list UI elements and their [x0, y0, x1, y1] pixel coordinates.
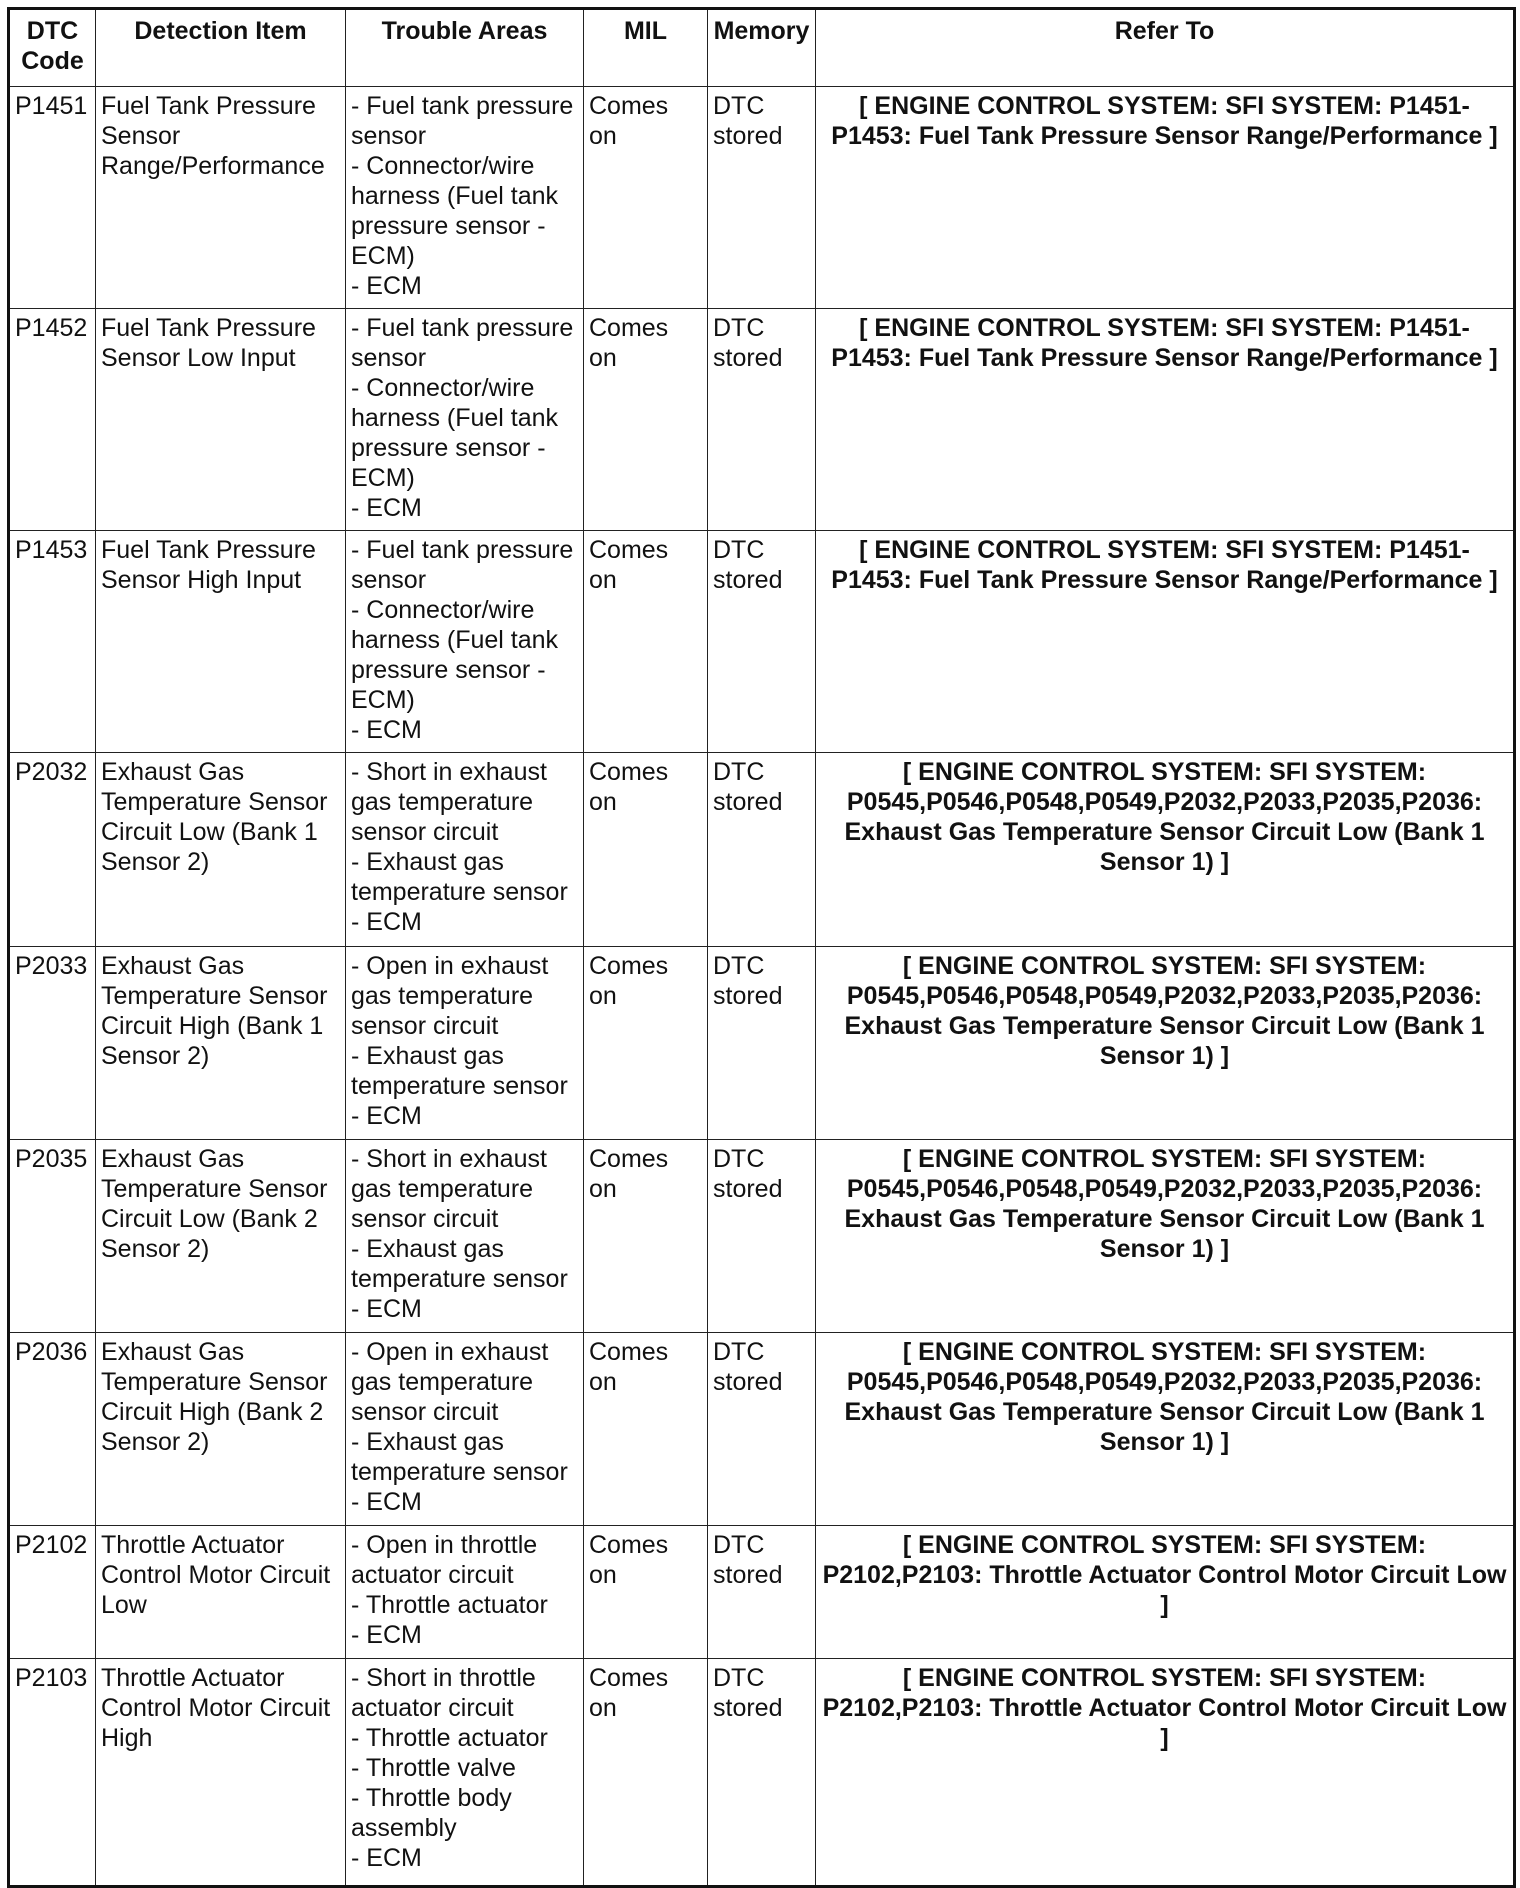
trouble-area-item: - Exhaust gas temperature sensor	[351, 848, 568, 906]
refer-to-cell: [ ENGINE CONTROL SYSTEM: SFI SYSTEM: P0545,P0546,P0548,P0549,P2032,P2033,P2035,P2036: Exhaust Gas Temperature Sensor Circuit Low (Bank 1 Sensor 1) ]	[816, 1140, 1515, 1333]
trouble-area-item: - Open in throttle actuator circuit	[351, 1531, 538, 1589]
memory-cell: DTC stored	[708, 87, 816, 309]
trouble-area-item: - Short in throttle actuator circuit	[351, 1664, 536, 1722]
memory-cell: DTC stored	[708, 1140, 816, 1333]
header-mil: MIL	[584, 9, 708, 87]
trouble-area-item: - ECM	[351, 1295, 422, 1323]
table-row	[9, 1333, 1515, 1526]
table-row	[9, 531, 1515, 753]
detection-item-cell: Exhaust Gas Temperature Sensor Circuit Low (Bank 2 Sensor 2)	[96, 1140, 346, 1333]
refer-to-cell: [ ENGINE CONTROL SYSTEM: SFI SYSTEM: P1451-P1453: Fuel Tank Pressure Sensor Range/Performance ]	[816, 309, 1515, 531]
table-body	[9, 87, 1515, 1887]
trouble-area-item: - ECM	[351, 908, 422, 936]
header-detection-item: Detection Item	[96, 9, 346, 87]
trouble-area-item: - Connector/wire harness (Fuel tank pressure sensor - ECM)	[351, 596, 559, 714]
header-memory: Memory	[708, 9, 816, 87]
trouble-areas-cell	[346, 1526, 584, 1659]
detection-item-cell: Throttle Actuator Control Motor Circuit Low	[96, 1526, 346, 1659]
trouble-area-item: - Exhaust gas temperature sensor	[351, 1428, 568, 1486]
dtc-code-cell: P2103	[9, 1659, 96, 1887]
trouble-area-item: - Exhaust gas temperature sensor	[351, 1235, 568, 1293]
header-dtc-code-line1: DTC	[26, 17, 79, 45]
header-dtc-code	[9, 9, 96, 87]
mil-cell: Comes on	[584, 87, 708, 309]
trouble-area-item: - Open in exhaust gas temperature sensor circuit	[351, 1338, 549, 1426]
dtc-code-cell: P2036	[9, 1333, 96, 1526]
table-row	[9, 1659, 1515, 1887]
trouble-areas-cell	[346, 87, 584, 309]
detection-item-cell: Fuel Tank Pressure Sensor Low Input	[96, 309, 346, 531]
detection-item-cell: Exhaust Gas Temperature Sensor Circuit High (Bank 2 Sensor 2)	[96, 1333, 346, 1526]
memory-cell: DTC stored	[708, 1526, 816, 1659]
mil-cell: Comes on	[584, 1140, 708, 1333]
table-header	[9, 9, 1515, 87]
trouble-area-item: - ECM	[351, 716, 422, 744]
trouble-area-item: - Connector/wire harness (Fuel tank pressure sensor - ECM)	[351, 152, 559, 270]
dtc-code-cell: P1451	[9, 87, 96, 309]
memory-cell: DTC stored	[708, 753, 816, 947]
trouble-area-item: - ECM	[351, 1621, 422, 1649]
memory-cell: DTC stored	[708, 947, 816, 1140]
header-dtc-code-line2: Code	[21, 47, 84, 75]
detection-item-cell: Throttle Actuator Control Motor Circuit High	[96, 1659, 346, 1887]
dtc-code-cell: P2032	[9, 753, 96, 947]
refer-to-cell: [ ENGINE CONTROL SYSTEM: SFI SYSTEM: P1451-P1453: Fuel Tank Pressure Sensor Range/Performance ]	[816, 87, 1515, 309]
mil-cell: Comes on	[584, 531, 708, 753]
trouble-area-item: - Fuel tank pressure sensor	[351, 92, 574, 150]
mil-cell: Comes on	[584, 309, 708, 531]
table-row	[9, 1526, 1515, 1659]
trouble-areas-cell	[346, 531, 584, 753]
mil-cell: Comes on	[584, 753, 708, 947]
trouble-area-item: - ECM	[351, 1488, 422, 1516]
table-row	[9, 1140, 1515, 1333]
mil-cell: Comes on	[584, 1659, 708, 1887]
trouble-area-item: - Connector/wire harness (Fuel tank pressure sensor - ECM)	[351, 374, 559, 492]
trouble-area-item: - Throttle body assembly	[351, 1784, 512, 1842]
refer-to-cell: [ ENGINE CONTROL SYSTEM: SFI SYSTEM: P0545,P0546,P0548,P0549,P2032,P2033,P2035,P2036: Exhaust Gas Temperature Sensor Circuit Low (Bank 1 Sensor 1) ]	[816, 1333, 1515, 1526]
detection-item-cell: Exhaust Gas Temperature Sensor Circuit High (Bank 1 Sensor 2)	[96, 947, 346, 1140]
memory-cell: DTC stored	[708, 1659, 816, 1887]
trouble-area-item: - Throttle actuator	[351, 1591, 548, 1619]
trouble-area-item: - ECM	[351, 272, 422, 300]
dtc-table	[7, 7, 1516, 1888]
dtc-code-cell: P1452	[9, 309, 96, 531]
trouble-areas-cell	[346, 753, 584, 947]
mil-cell: Comes on	[584, 947, 708, 1140]
memory-cell: DTC stored	[708, 309, 816, 531]
trouble-area-item: - Short in exhaust gas temperature sensor circuit	[351, 1145, 547, 1233]
mil-cell: Comes on	[584, 1526, 708, 1659]
table-row	[9, 947, 1515, 1140]
detection-item-cell: Exhaust Gas Temperature Sensor Circuit Low (Bank 1 Sensor 2)	[96, 753, 346, 947]
trouble-area-item: - Throttle valve	[351, 1754, 516, 1782]
memory-cell: DTC stored	[708, 1333, 816, 1526]
trouble-area-item: - ECM	[351, 1844, 422, 1872]
trouble-area-item: - ECM	[351, 1102, 422, 1130]
dtc-code-cell: P2033	[9, 947, 96, 1140]
table-row	[9, 753, 1515, 947]
trouble-area-item: - Short in exhaust gas temperature sensor circuit	[351, 758, 547, 846]
refer-to-cell: [ ENGINE CONTROL SYSTEM: SFI SYSTEM: P2102,P2103: Throttle Actuator Control Motor Circuit Low ]	[816, 1526, 1515, 1659]
trouble-area-item: - Open in exhaust gas temperature sensor circuit	[351, 952, 549, 1040]
header-refer-to: Refer To	[816, 9, 1515, 87]
dtc-code-cell: P2035	[9, 1140, 96, 1333]
memory-cell: DTC stored	[708, 531, 816, 753]
trouble-area-item: - Throttle actuator	[351, 1724, 548, 1752]
trouble-area-item: - Exhaust gas temperature sensor	[351, 1042, 568, 1100]
refer-to-cell: [ ENGINE CONTROL SYSTEM: SFI SYSTEM: P0545,P0546,P0548,P0549,P2032,P2033,P2035,P2036: Exhaust Gas Temperature Sensor Circuit Low (Bank 1 Sensor 1) ]	[816, 947, 1515, 1140]
header-trouble-areas: Trouble Areas	[346, 9, 584, 87]
trouble-areas-cell	[346, 1659, 584, 1887]
refer-to-cell: [ ENGINE CONTROL SYSTEM: SFI SYSTEM: P2102,P2103: Throttle Actuator Control Motor Circuit Low ]	[816, 1659, 1515, 1887]
mil-cell: Comes on	[584, 1333, 708, 1526]
header-row	[9, 9, 1515, 87]
trouble-areas-cell	[346, 947, 584, 1140]
trouble-areas-cell	[346, 1140, 584, 1333]
dtc-code-cell: P1453	[9, 531, 96, 753]
refer-to-cell: [ ENGINE CONTROL SYSTEM: SFI SYSTEM: P1451-P1453: Fuel Tank Pressure Sensor Range/Performance ]	[816, 531, 1515, 753]
refer-to-cell: [ ENGINE CONTROL SYSTEM: SFI SYSTEM: P0545,P0546,P0548,P0549,P2032,P2033,P2035,P2036: Exhaust Gas Temperature Sensor Circuit Low (Bank 1 Sensor 1) ]	[816, 753, 1515, 947]
dtc-code-cell: P2102	[9, 1526, 96, 1659]
trouble-area-item: - Fuel tank pressure sensor	[351, 536, 574, 594]
table-row	[9, 309, 1515, 531]
trouble-area-item: - ECM	[351, 494, 422, 522]
trouble-areas-cell	[346, 1333, 584, 1526]
table-row	[9, 87, 1515, 309]
detection-item-cell: Fuel Tank Pressure Sensor High Input	[96, 531, 346, 753]
trouble-area-item: - Fuel tank pressure sensor	[351, 314, 574, 372]
detection-item-cell: Fuel Tank Pressure Sensor Range/Performance	[96, 87, 346, 309]
trouble-areas-cell	[346, 309, 584, 531]
